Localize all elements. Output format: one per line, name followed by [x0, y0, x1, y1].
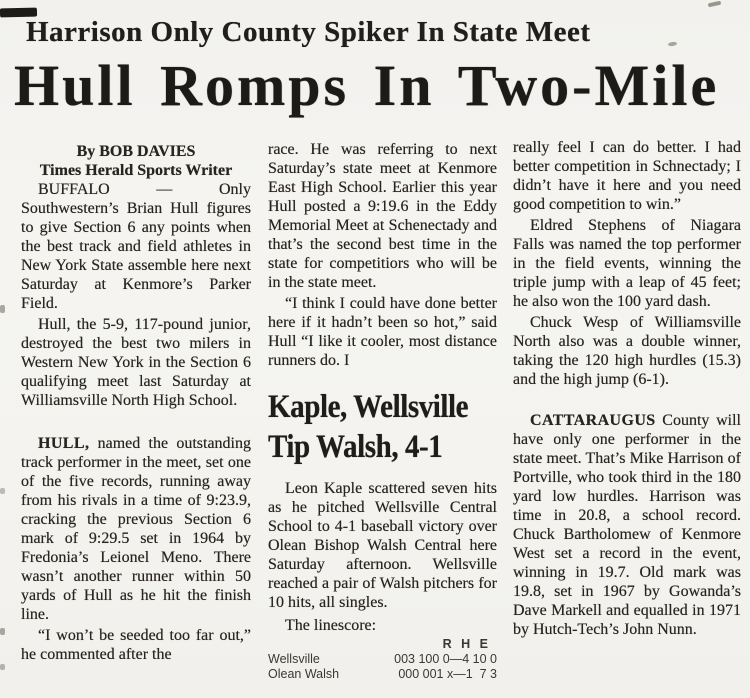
subheadline: [268, 387, 497, 467]
kicker-headline: Harrison Only County Spiker In State Meet: [26, 16, 591, 48]
scan-artifact-left-edge: [0, 664, 5, 670]
team-score: 000 001 x—1 7 3: [398, 667, 497, 681]
article-paragraph: [21, 434, 251, 624]
scan-artifact-top-right: [708, 1, 722, 8]
subheadline-line-1: Kaple, Wellsville: [268, 389, 469, 425]
article-paragraph: Eldred Stephens of Niagara Falls was named the top performer in the field events, winning the triple jump with a leap of 45 feet; he also won the 100 yard dash.: [513, 217, 741, 310]
paragraph-lead: HULL,: [38, 435, 90, 452]
main-headline: Hull Romps In Two-Mile: [14, 53, 720, 118]
team-score: 003 100 0—4 10 0: [394, 652, 497, 666]
article-paragraph: race. He was referring to next Saturday’s state meet at Kenmore East High School. Earlier this year Hull posted a 9:19.6 in the Eddy Memorial Meet at Schenectady and that’s the second best time in the state for competitiors who will be in the state meet.: [268, 141, 497, 291]
article-paragraph: “I won’t be seeded too far out,” he commented after the: [21, 627, 251, 663]
linescore-table: [268, 637, 497, 682]
article-paragraph: [513, 411, 741, 639]
scan-artifact-left-edge: [0, 488, 5, 494]
article-paragraph: Hull, the 5-9, 117-pound junior, destroyed the best two milers in Western New York in the Section 6 qualifying meet last Saturday at Williamsville North High School.: [21, 316, 251, 409]
article-paragraph: really feel I can do better. I had better competition in Schnectady; I didn’t have it here and you need good competition to win.”: [513, 139, 741, 213]
article-column-3: [513, 138, 741, 641]
scan-artifact-left-edge: [0, 628, 5, 635]
article-paragraph: Leon Kaple scattered seven hits as he pitched Wellsville Central School to 4-1 baseball victory over Olean Bishop Walsh Central here Saturday afternoon. Wellsville reached a pair of Walsh pitchers for 10 hits, all singles.: [268, 480, 497, 611]
linescore-row: [268, 652, 497, 667]
byline-author: By BOB DAVIES: [76, 143, 196, 160]
paragraph-lead: CATTARAUGUS: [530, 412, 656, 429]
article-paragraph: BUFFALO — Only Southwestern’s Brian Hull figures to give Section 6 any points when the best track and field athletes in New York State assemble here next Saturday at Kenmore’s Parker Field.: [21, 181, 251, 312]
article-paragraph: “I think I could have done better here if it hadn’t been so hot,” said Hull “I like it cooler, most distance runners do. I: [268, 295, 497, 369]
linescore-label: The linescore:: [285, 617, 377, 634]
article-column-2: [268, 140, 497, 682]
paragraph-text: named the outstanding track performer in the meet, set one of the five records, running away from his rivals in a time of 9:23.9, cracking the previous Section 6 mark of 9:29.5 set in 1964 by Fredonia’s Leionel Meno. There wasn’t another runner within 50 yards of Hull as he hit the finish line.: [21, 435, 251, 623]
byline-credit: Times Herald Sports Writer: [39, 162, 233, 179]
linescore-header-rhe: R H E: [442, 637, 491, 651]
article-paragraph: Chuck Wesp of Williamsville North also was a double winner, taking the 120 high hurdles (15.3) and the high jump (6-1).: [513, 314, 741, 388]
article-column-1: [21, 142, 251, 666]
linescore-row: [268, 667, 497, 682]
subheadline-line-2: Tip Walsh, 4-1: [268, 429, 443, 465]
scan-artifact-left-edge: [0, 305, 5, 313]
paragraph-text: County will have only one performer in the state meet. That’s Mike Harrison of Portville, who took third in the 180 yard low hurdles. Harrison was time in 20.8, a school record. Chuck Bartholomew of Kenmore West set a record in the event, winning in 19.7. Old mark was 19.8, set in 1967 by Gowanda’s Dave Markell and equalled in 1971 by Hutch-Tech’s John Nunn.: [513, 412, 741, 638]
team-name: Olean Walsh: [268, 667, 340, 681]
team-name: Wellsville: [268, 652, 320, 666]
